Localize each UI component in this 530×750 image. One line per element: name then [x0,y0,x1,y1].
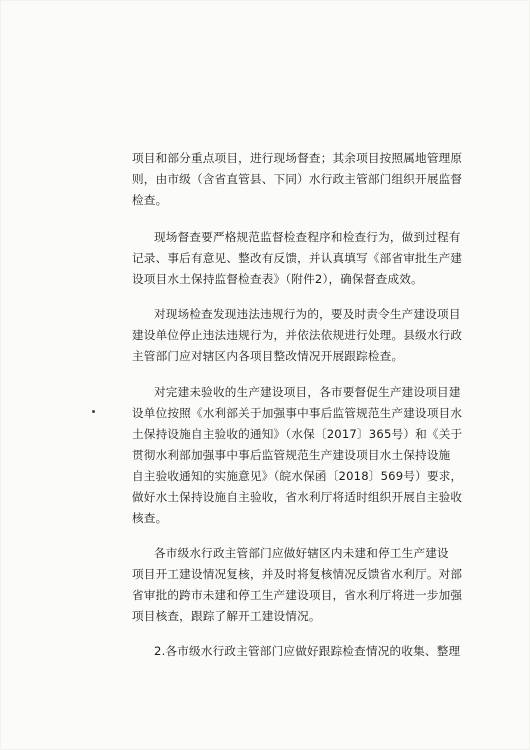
paragraph-6-line-1: 2.各市级水行政主管部门应做好跟踪检查情况的收集、整理 [154,644,461,658]
paragraph-4-line-3: 土保持设施自主验收的通知》（水保〔2017〕365号）和《关于 [132,427,463,441]
paragraph-4-line-5: 自主验收通知的实施意见》（皖水保函〔2018〕569号）要求， [132,469,463,483]
paragraph-1-line-2: 则，由市级（含省直管县、下同）水行政主管部门组织开展监督 [132,172,463,186]
paragraph-2-line-2: 记录、事后有意见、整改有反馈，并认真填写《部省审批生产建 [132,251,463,265]
paragraph-4-line-1: 对完建未验收的生产建设项目，各市要督促生产建设项目建 [154,385,461,399]
paragraph-5-line-3: 省审批的跨市未建和停工生产建设项目，省水利厅将进一步加强 [132,588,463,602]
paragraph-5-line-4: 项目核查，跟踪了解开工建设情况。 [132,609,321,623]
paragraph-2-line-1: 现场督查要严格规范监督检查程序和检查行为，做到过程有 [154,230,461,244]
paragraph-4-line-7: 核查。 [132,511,168,525]
paragraph-3-line-3: 主管部门应对辖区内各项目整改情况开展跟踪检查。 [132,349,404,363]
paragraph-4-line-4: 贯彻水利部加强事中事后监管规范生产建设项目水土保持设施 [132,448,451,462]
paragraph-1-line-1: 项目和部分重点项目，进行现场督查；其余项目按照属地管理原 [132,151,463,165]
paragraph-2-line-3: 设项目水土保持监督检查表》（附件2），确保督查成效。 [132,272,423,286]
paragraph-5-line-1: 各市级水行政主管部门应做好辖区内未建和停工生产建设 [154,546,449,560]
paragraph-4-line-6: 做好水土保持设施自主验收，省水利厅将适时组织开展自主验收 [132,490,463,504]
paragraph-5-line-2: 项目开工建设情况复核，并及时将复核情况反馈省水利厅。对部 [132,567,463,581]
paragraph-4-line-2: 设单位按照《水利部关于加强事中事后监管规范生产建设项目水 [132,406,463,420]
paragraph-1-line-3: 检查。 [132,193,168,207]
paragraph-3-line-2: 建设单位停止违法违规行为，并依法依规进行处理。县级水行政 [132,328,463,342]
margin-mark [92,410,95,413]
paragraph-3-line-1: 对现场检查发现违法违规行为的，要及时责令生产建设项目 [154,307,461,321]
